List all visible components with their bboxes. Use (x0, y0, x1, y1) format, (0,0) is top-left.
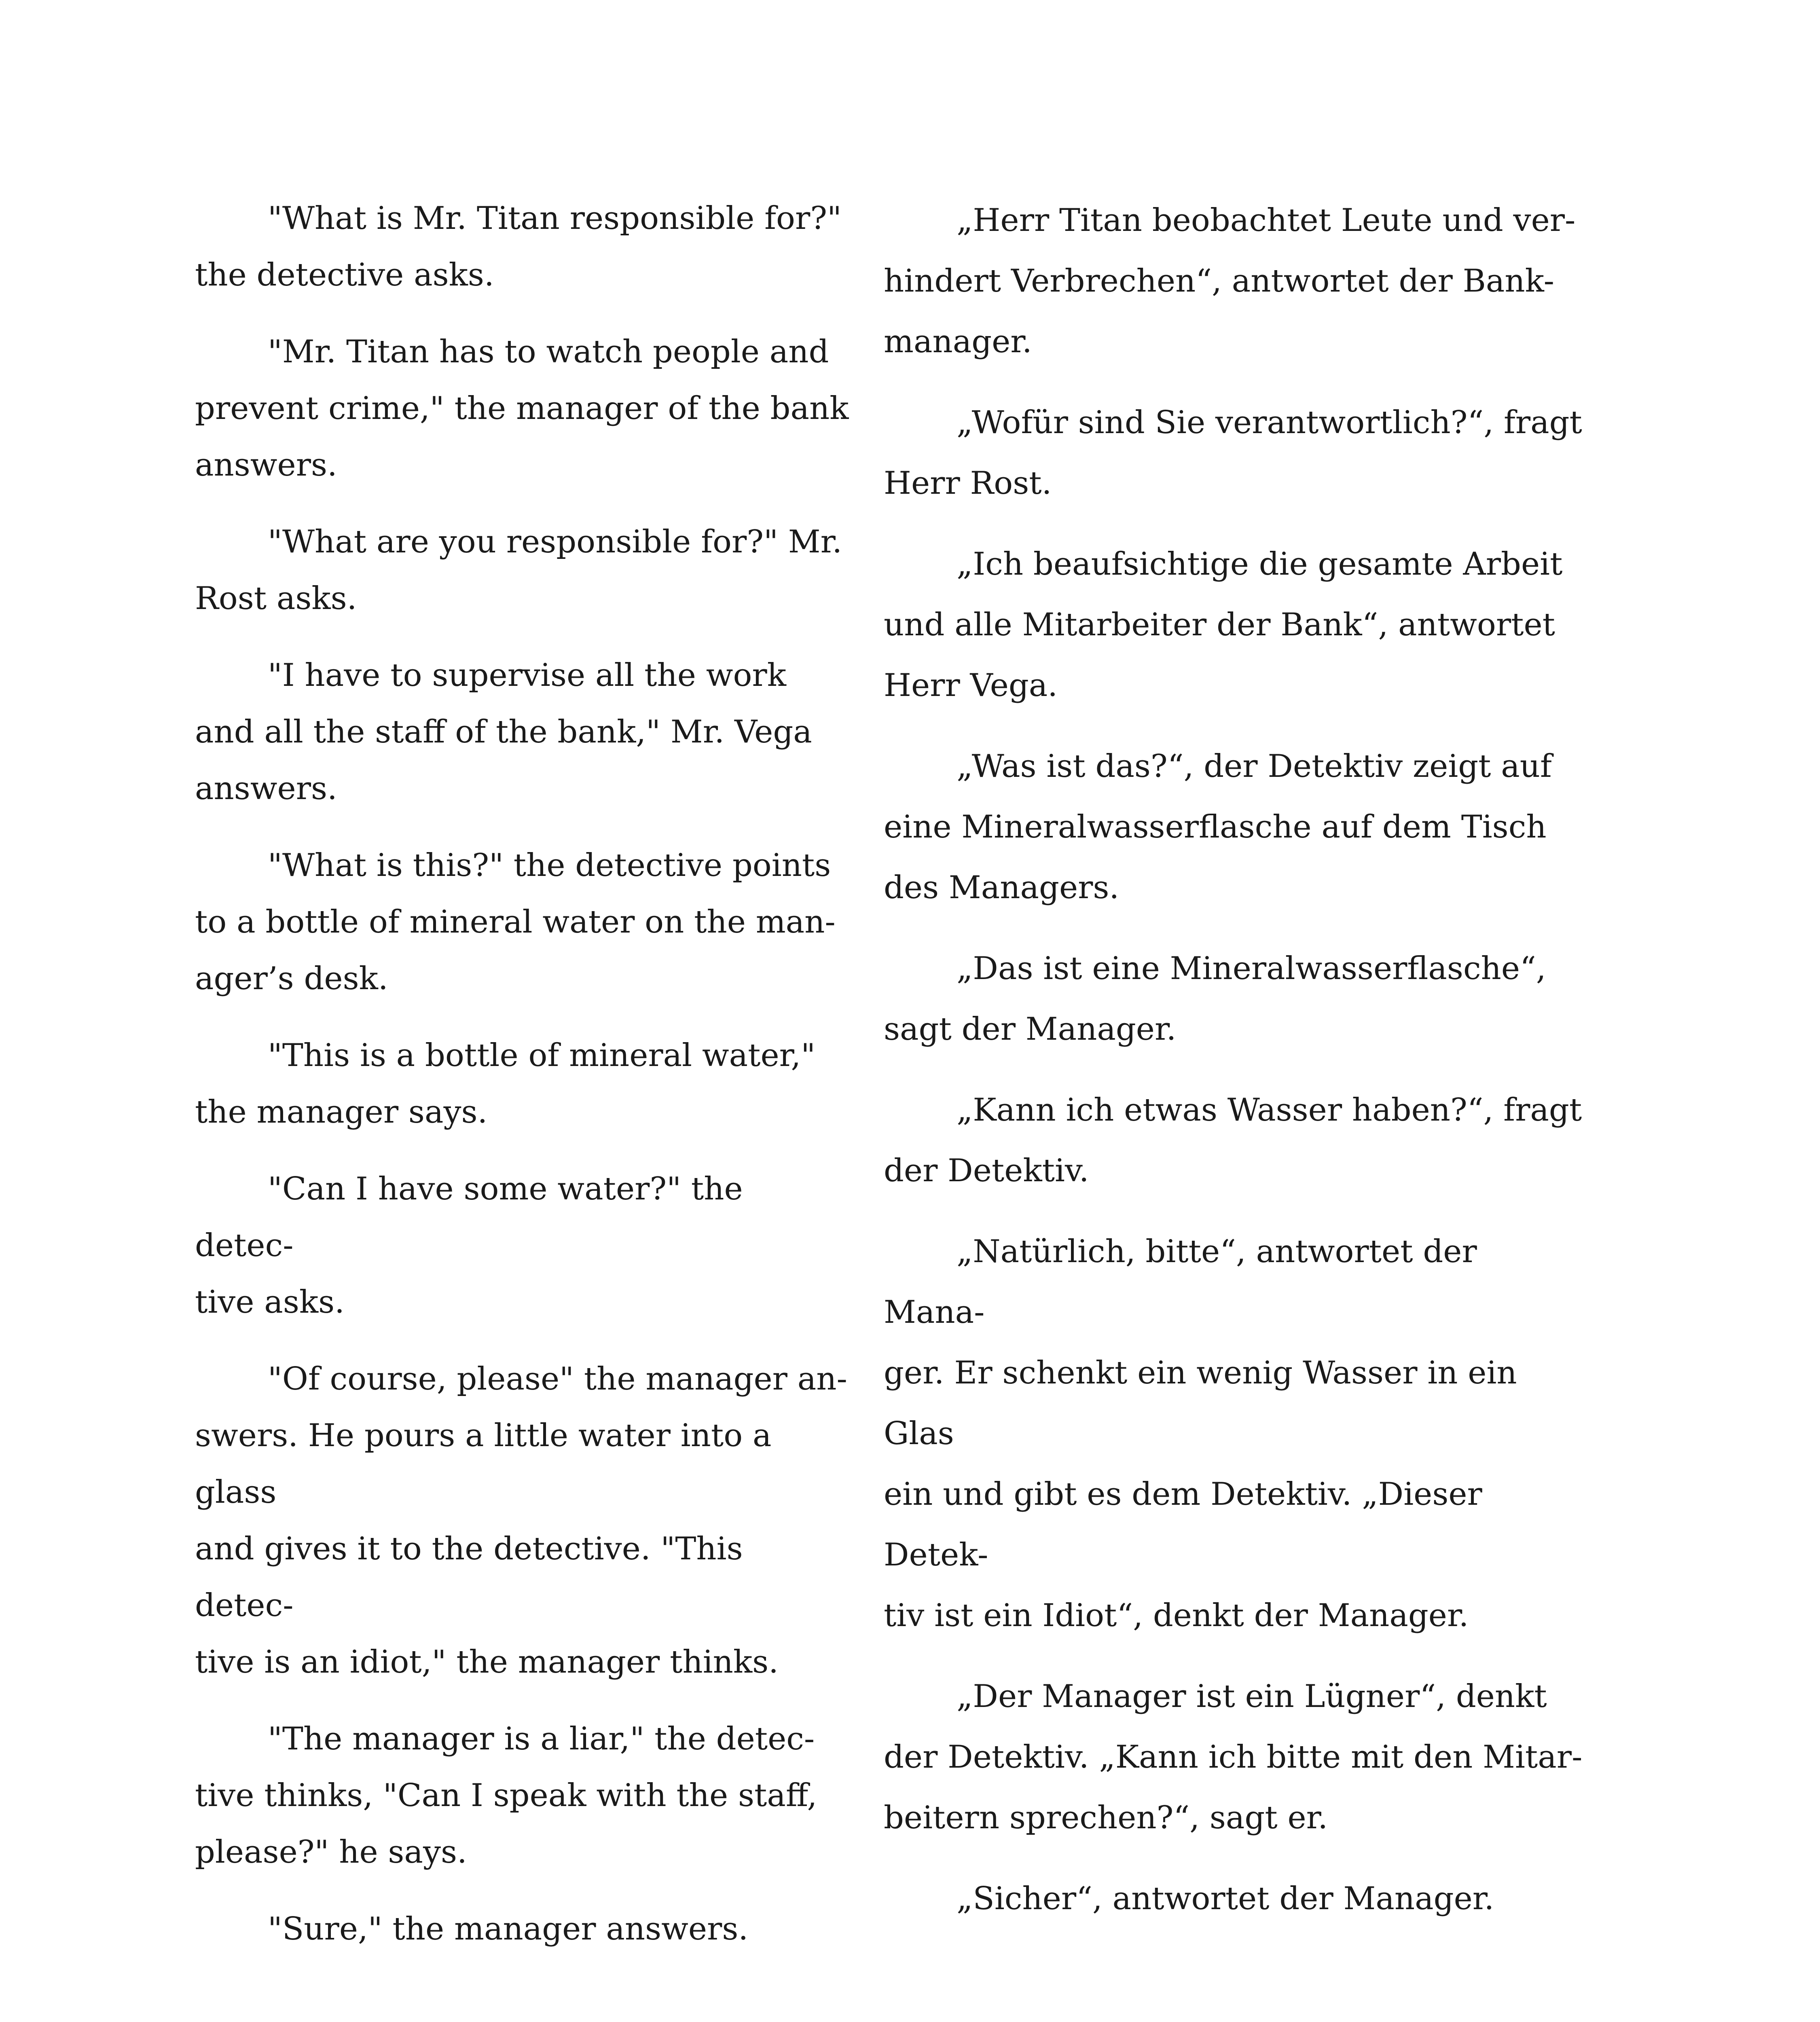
english-paragraph: "This is a bottle of mineral water," the manager says. (195, 1037, 816, 1130)
german-paragraph: „Ich beaufsichtige die gesamte Arbeit und alle Mitarbeiter der Bank“, antwortet Herr Vega. (884, 546, 1563, 704)
english-paragraph: "I have to supervise all the work and all the staff of the bank," Mr. Vega answers. (195, 657, 812, 807)
english-paragraph: "Mr. Titan has to watch people and prevent crime," the manager of the bank answers. (195, 334, 849, 483)
german-paragraph: „Herr Titan beobachtet Leute und ver- hindert Verbrechen“, antwortet der Bank- manager. (884, 202, 1576, 360)
german-paragraph: „Wofür sind Sie verantwortlich?“, fragt Herr Rost. (884, 404, 1582, 501)
german-paragraph: „Kann ich etwas Wasser haben?“, fragt der Detektiv. (884, 1092, 1582, 1189)
english-paragraph: "Can I have some water?" the detec- tive asks. (195, 1171, 743, 1320)
english-paragraph: "What is this?" the detective points to a bottle of mineral water on the man- ager’s desk. (195, 847, 836, 997)
english-paragraph: "The manager is a liar," the detec- tive thinks, "Can I speak with the staff, please?" he says. (195, 1721, 817, 1870)
german-paragraph: „Natürlich, bitte“, antwortet der Mana- ger. Er schenkt ein wenig Wasser in ein Glas ein und gibt es dem Detektiv. „Dieser Detek- tiv ist ein Idiot“, denkt der Manager. (884, 1233, 1517, 1634)
english-paragraph: "What is Mr. Titan responsible for?" the detective asks. (195, 200, 842, 293)
german-column (884, 190, 1587, 1949)
german-paragraph: „Das ist eine Mineralwasserflasche“, sagt der Manager. (884, 950, 1546, 1047)
german-paragraph: „Was ist das?“, der Detektiv zeigt auf eine Mineralwasserflasche auf dem Tisch des Managers. (884, 748, 1552, 906)
german-paragraph: „Der Manager ist ein Lügner“, denkt der Detektiv. „Kann ich bitte mit den Mitar- beitern sprechen?“, sagt er. (884, 1678, 1583, 1836)
english-column (195, 190, 850, 1978)
german-paragraph: „Sicher“, antwortet der Manager. (957, 1880, 1494, 1917)
english-paragraph: "What are you responsible for?" Mr. Rost asks. (195, 524, 842, 617)
english-paragraph: "Sure," the manager answers. (268, 1911, 749, 1947)
english-paragraph: "Of course, please" the manager an- swers. He pours a little water into a glass and gives it to the detective. "This detec- tive is an idiot," the manager thinks. (195, 1361, 847, 1680)
